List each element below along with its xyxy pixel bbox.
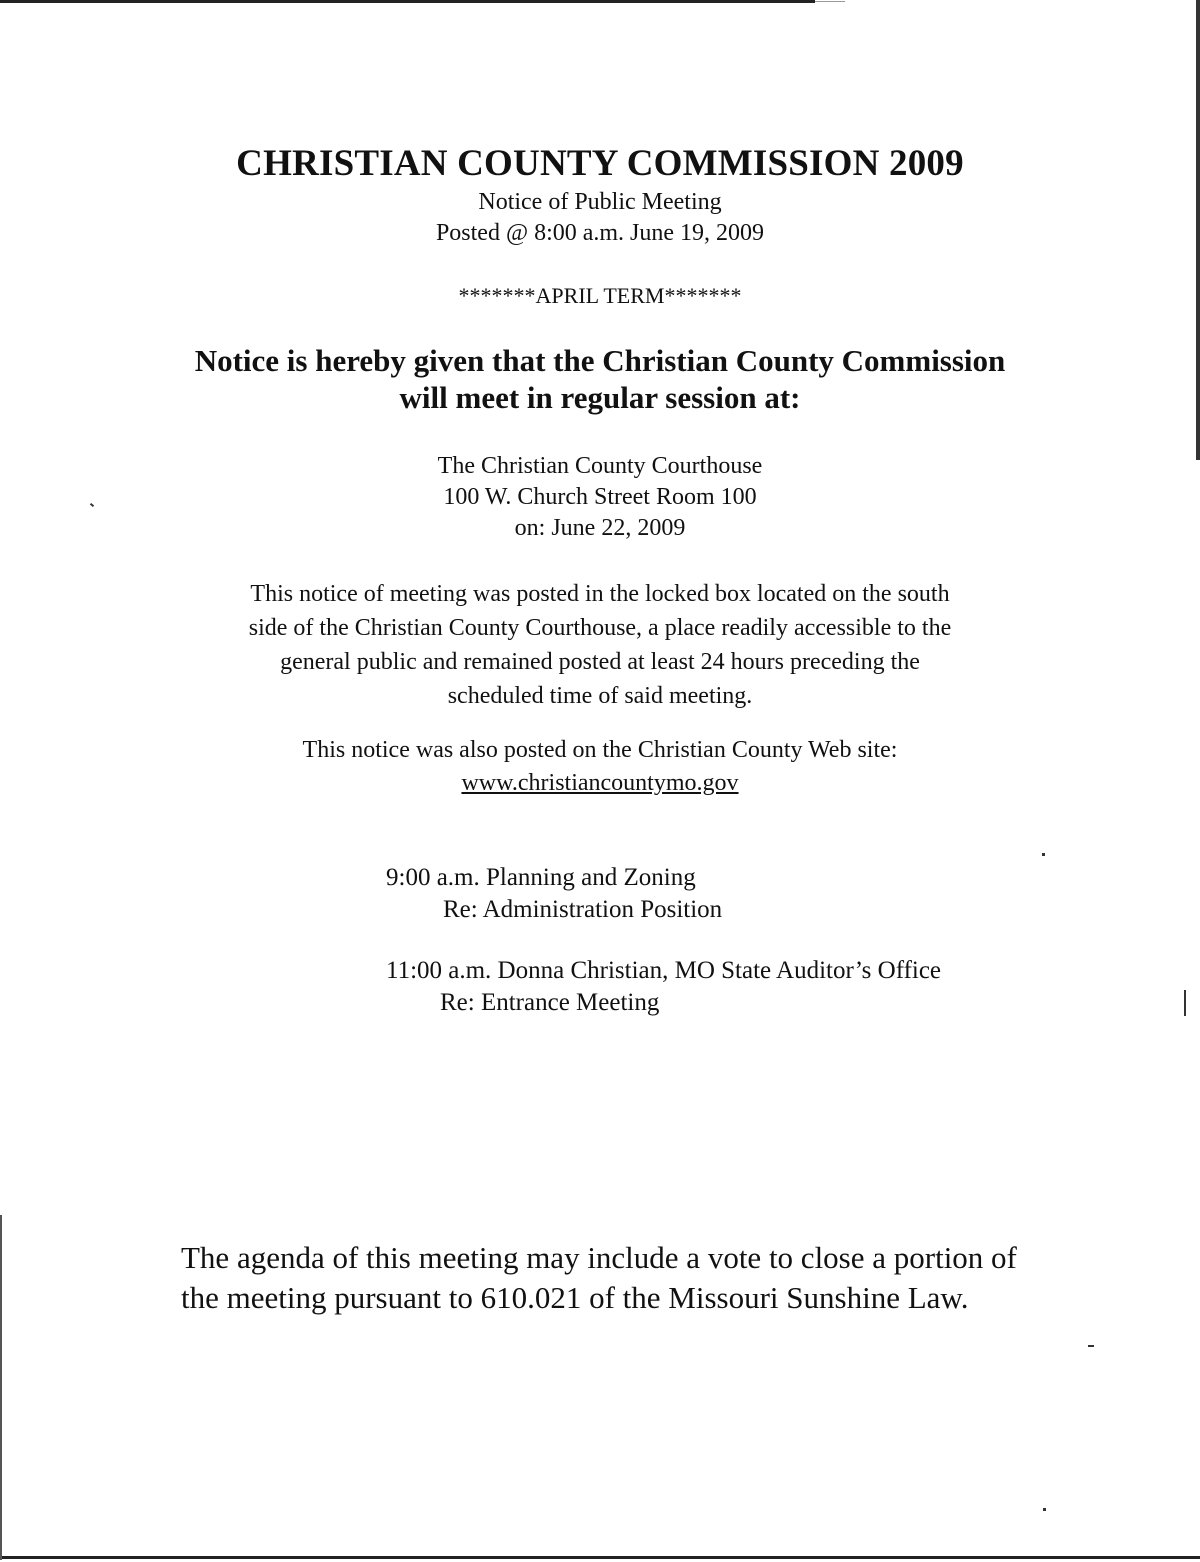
notice-heading-line-1: Notice is hereby given that the Christian County Commission [194, 343, 1006, 378]
location-address: 100 W. Church Street Room 100 [443, 484, 757, 510]
scan-border-top-faint [815, 1, 845, 2]
scan-speck [1043, 1508, 1046, 1511]
meeting-date: on: June 22, 2009 [514, 515, 686, 541]
closing-statement [181, 1238, 1017, 1318]
posted-timestamp: Posted @ 8:00 a.m. June 19, 2009 [435, 220, 765, 246]
closing-line-1: The agenda of this meeting may include a vote to close a portion of [181, 1240, 1017, 1275]
agenda-item-re: Re: Administration Position [443, 896, 723, 923]
web-note-text: This notice was also posted on the Christian County Web site: [302, 737, 898, 763]
posting-note-line: This notice of meeting was posted in the locked box located on the south [250, 581, 950, 607]
scan-speck [1088, 1345, 1094, 1347]
scan-border-top [0, 0, 815, 3]
posting-note [0, 577, 1200, 713]
notice-subtitle: Notice of Public Meeting [478, 189, 722, 215]
posting-note-line: scheduled time of said meeting. [447, 683, 753, 709]
document-title: CHRISTIAN COUNTY COMMISSION 2009 [236, 143, 964, 184]
scan-border-left [0, 1215, 2, 1560]
location-building: The Christian County Courthouse [437, 453, 763, 479]
scan-border-bottom [0, 1556, 1200, 1559]
scan-speck [1184, 990, 1186, 1016]
notice-heading-line-2: will meet in regular session at: [399, 380, 801, 415]
closing-line-2: the meeting pursuant to 610.021 of the Missouri Sunshine Law. [181, 1280, 969, 1315]
meeting-location [0, 451, 1200, 544]
agenda-item-title: 9:00 a.m. Planning and Zoning [386, 864, 696, 891]
meeting-header [0, 187, 1200, 249]
posting-note-line: general public and remained posted at least 24 hours preceding the [280, 649, 920, 675]
scan-speck [1042, 853, 1045, 856]
posting-note-line: side of the Christian County Courthouse, a place readily accessible to the [248, 615, 952, 641]
website-link[interactable]: www.christiancountymo.gov [461, 770, 739, 796]
agenda-item-title: 11:00 a.m. Donna Christian, MO State Auditor’s Office [386, 957, 942, 984]
agenda-item [386, 955, 941, 1019]
term-label: *******APRIL TERM******* [458, 283, 742, 308]
notice-heading [0, 342, 1200, 416]
agenda-item [386, 862, 722, 926]
web-note [0, 734, 1200, 800]
agenda-item-re: Re: Entrance Meeting [440, 989, 660, 1016]
